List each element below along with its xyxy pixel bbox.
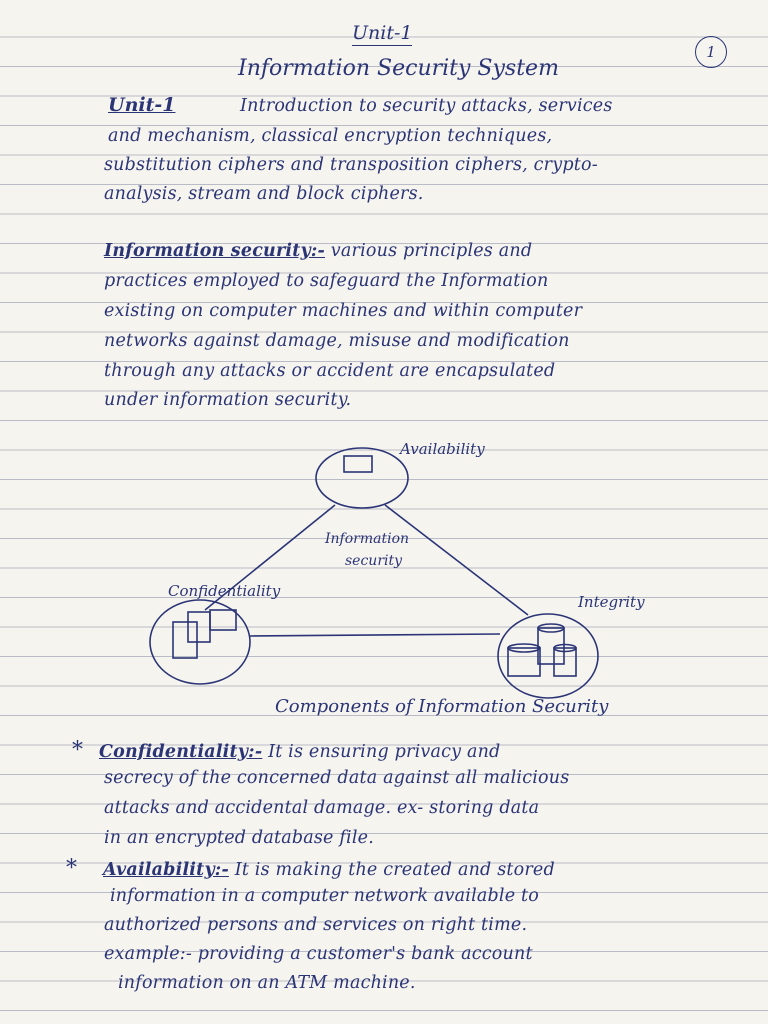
confidentiality-first-line bbox=[72, 738, 500, 763]
confidentiality-term: Confidentiality:- bbox=[98, 742, 263, 762]
availability-line-4: example:- providing a customer's bank account bbox=[104, 944, 533, 964]
availability-node bbox=[316, 448, 408, 508]
documents-icon bbox=[173, 610, 236, 658]
infosec-line-3: existing on computer machines and within computer bbox=[104, 301, 583, 321]
confidentiality-label: Confidentiality bbox=[168, 582, 281, 600]
availability-line-3: authorized persons and services on right time. bbox=[104, 915, 528, 935]
database-icon bbox=[508, 624, 576, 676]
page-number-text: 1 bbox=[706, 43, 716, 61]
center-label-line-2: security bbox=[345, 553, 403, 569]
syllabus-label: Unit-1 bbox=[108, 94, 176, 116]
infosec-line-2: practices employed to safeguard the Information bbox=[104, 271, 549, 291]
infosec-term: Information security:- bbox=[104, 241, 326, 261]
confidentiality-line-4: in an encrypted database file. bbox=[104, 828, 374, 848]
infosec-line-4: networks against damage, misuse and modification bbox=[104, 331, 570, 351]
diagram-caption: Components of Information Security bbox=[275, 696, 609, 717]
availability-line-2: information in a computer network available to bbox=[110, 886, 539, 906]
confidentiality-first-line-text: It is ensuring privacy and bbox=[268, 742, 501, 762]
bullet-star: * bbox=[72, 738, 84, 763]
confidentiality-line-2: secrecy of the concerned data against all malicious bbox=[104, 768, 570, 788]
syllabus-line-1: Introduction to security attacks, services bbox=[240, 96, 613, 116]
integrity-label: Integrity bbox=[578, 593, 645, 611]
infosec-line-6: under information security. bbox=[104, 390, 352, 410]
unit-heading: Unit-1 bbox=[352, 22, 413, 44]
integrity-node bbox=[498, 614, 598, 698]
availability-first-line-text: It is making the created and stored bbox=[234, 860, 555, 880]
monitor-icon bbox=[344, 456, 372, 472]
syllabus-line-3: substitution ciphers and transposition ciphers, crypto- bbox=[104, 155, 598, 175]
syllabus-line-2: and mechanism, classical encryption techniques, bbox=[108, 126, 553, 146]
infosec-first-line-text: various principles and bbox=[330, 241, 533, 261]
center-label-line-1: Information bbox=[325, 531, 410, 547]
bullet-star: * bbox=[66, 856, 78, 881]
availability-label: Availability bbox=[400, 440, 485, 458]
edge-availability-integrity bbox=[385, 505, 528, 615]
page-title: Information Security System bbox=[238, 56, 559, 81]
infosec-line-5: through any attacks or accident are encapsulated bbox=[104, 361, 556, 381]
confidentiality-line-3: attacks and accidental damage. ex- storing data bbox=[104, 798, 540, 818]
availability-first-line bbox=[66, 856, 555, 881]
syllabus-line-4: analysis, stream and block ciphers. bbox=[104, 184, 424, 204]
edge-confidentiality-integrity bbox=[250, 634, 500, 636]
availability-line-5: information on an ATM machine. bbox=[118, 973, 416, 993]
availability-term: Availability:- bbox=[102, 860, 229, 880]
